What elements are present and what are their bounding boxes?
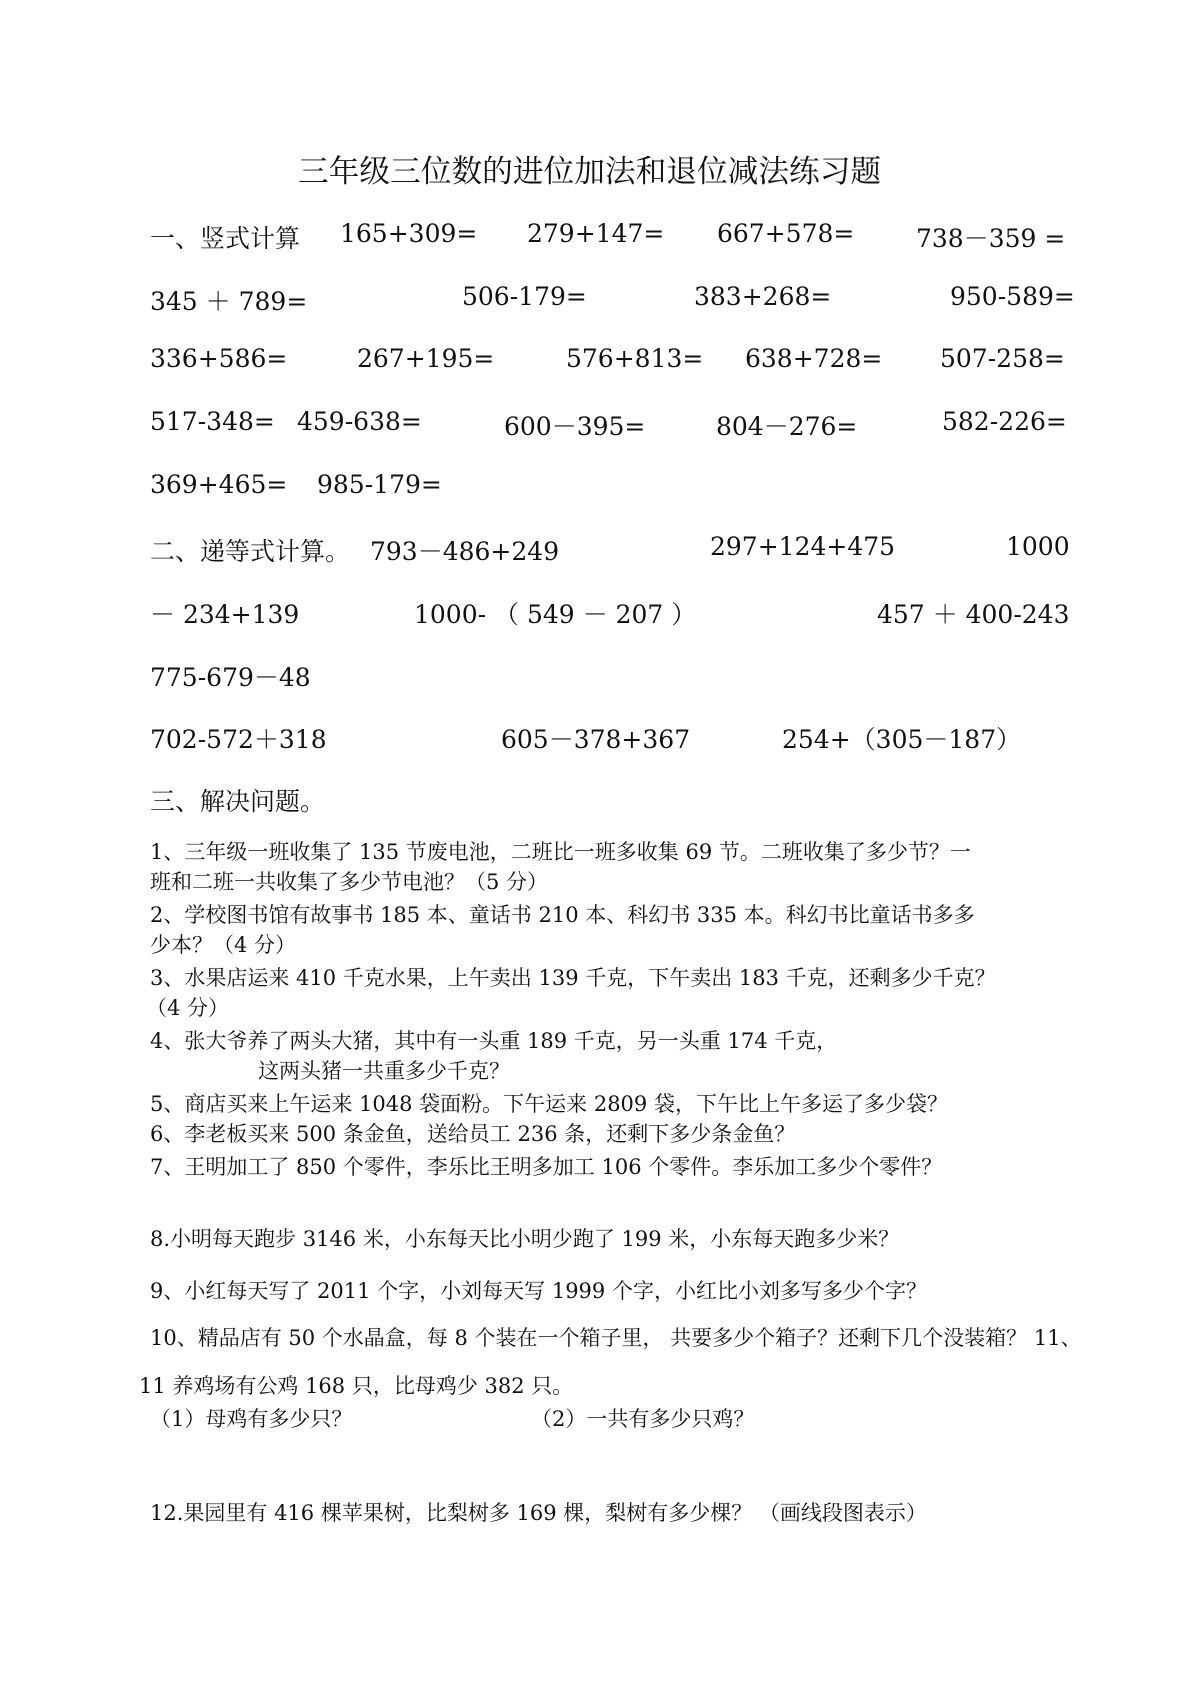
problem-line: 5、商店买来上午运来 1048 袋面粉。下午运来 2809 袋，下午比上午多运了多少袋？ — [150, 1092, 948, 1116]
section3-heading: 三、解决问题。 — [150, 787, 326, 816]
expr-item: 775-679－48 — [150, 663, 311, 692]
problem-line: 10、精品店有 50 个水晶盒，每 8 个装在一个箱子里， 共要多少个箱子？还剩下几个没装箱？ 11、 — [150, 1326, 1082, 1350]
calc-item: 459-638= — [297, 407, 422, 436]
expr-item: 1000- （ 549 － 207 ） — [414, 600, 697, 629]
calc-item: 985-179= — [317, 470, 442, 499]
section2-heading: 二、递等式计算。 — [150, 537, 351, 566]
calc-item: 336+586= — [150, 344, 288, 373]
expr-item: 254+（305－187） — [782, 725, 1022, 754]
problem-line: 9、小红每天写了 2011 个字，小刘每天写 1999 个字，小红比小刘多写多少个字？ — [150, 1279, 927, 1303]
expr-item: 605－378+367 — [501, 725, 691, 754]
problem-line: （4 分） — [146, 996, 230, 1020]
page-title: 三年级三位数的进位加法和退位减法练习题 — [297, 154, 882, 190]
problem-line: 2、学校图书馆有故事书 185 本、童话书 210 本、科幻书 335 本。科幻书比童话书多多 — [150, 903, 975, 927]
expr-item: － 234+139 — [150, 600, 300, 629]
calc-item: 345 ＋ 789= — [150, 287, 308, 316]
calc-item: 582-226= — [942, 407, 1067, 436]
problem-line: 8.小明每天跑步 3146 米，小东每天比小明少跑了 199 米，小东每天跑多少米？ — [150, 1227, 900, 1251]
problem-line: 12.果园里有 416 棵苹果树，比梨树多 169 棵，梨树有多少棵？ （画线段图表示） — [150, 1501, 927, 1525]
calc-item: 165+309= — [340, 219, 478, 248]
calc-item: 506-179= — [462, 282, 587, 311]
expr-item: 1000 — [1006, 532, 1070, 561]
problem-line: 4、张大爷养了两头大猪，其中有一头重 189 千克，另一头重 174 千克， — [150, 1029, 838, 1053]
problem-line: 1、三年级一班收集了 135 节废电池，二班比一班多收集 69 节。二班收集了多少节？一 — [150, 840, 971, 864]
calc-item: 600－395= — [504, 412, 646, 441]
expr-item: 793－486+249 — [370, 537, 560, 566]
problem-line: 11 养鸡场有公鸡 168 只，比母鸡少 382 只。 — [139, 1374, 574, 1398]
calc-item: 267+195= — [357, 344, 495, 373]
calc-item: 804－276= — [716, 412, 858, 441]
calc-item: 383+268= — [694, 282, 832, 311]
section1-heading: 一、竖式计算 — [150, 224, 301, 253]
expr-item: 457 ＋ 400-243 — [877, 600, 1070, 629]
problem-line: 班和二班一共收集了多少节电池？（5 分） — [150, 870, 549, 894]
calc-item: 507-258= — [940, 344, 1065, 373]
problem-line: 这两头猪一共重多少千克？ — [258, 1059, 510, 1083]
expr-item: 702-572＋318 — [150, 725, 327, 754]
problem-line: （1）母鸡有多少只？ — [150, 1407, 353, 1431]
expr-item: 297+124+475 — [710, 532, 896, 561]
problem-line: 3、水果店运来 410 千克水果，上午卖出 139 千克，下午卖出 183 千克，还剩多少千克？ — [150, 966, 996, 990]
calc-item: 950-589= — [950, 282, 1075, 311]
calc-item: 517-348= — [150, 407, 275, 436]
calc-item: 638+728= — [745, 344, 883, 373]
problem-line: 少本？（4 分） — [150, 933, 297, 957]
calc-item: 576+813= — [566, 344, 704, 373]
problem-line: （2）一共有多少只鸡？ — [531, 1407, 755, 1431]
calc-item: 667+578= — [717, 219, 855, 248]
calc-item: 279+147= — [527, 219, 665, 248]
calc-item: 738－359 = — [916, 224, 1066, 253]
problem-line: 7、王明加工了 850 个零件，李乐比王明多加工 106 个零件。李乐加工多少个零件？ — [150, 1155, 943, 1179]
calc-item: 369+465= — [150, 470, 288, 499]
problem-line: 6、李老板买来 500 条金鱼，送给员工 236 条，还剩下多少条金鱼？ — [150, 1122, 796, 1146]
